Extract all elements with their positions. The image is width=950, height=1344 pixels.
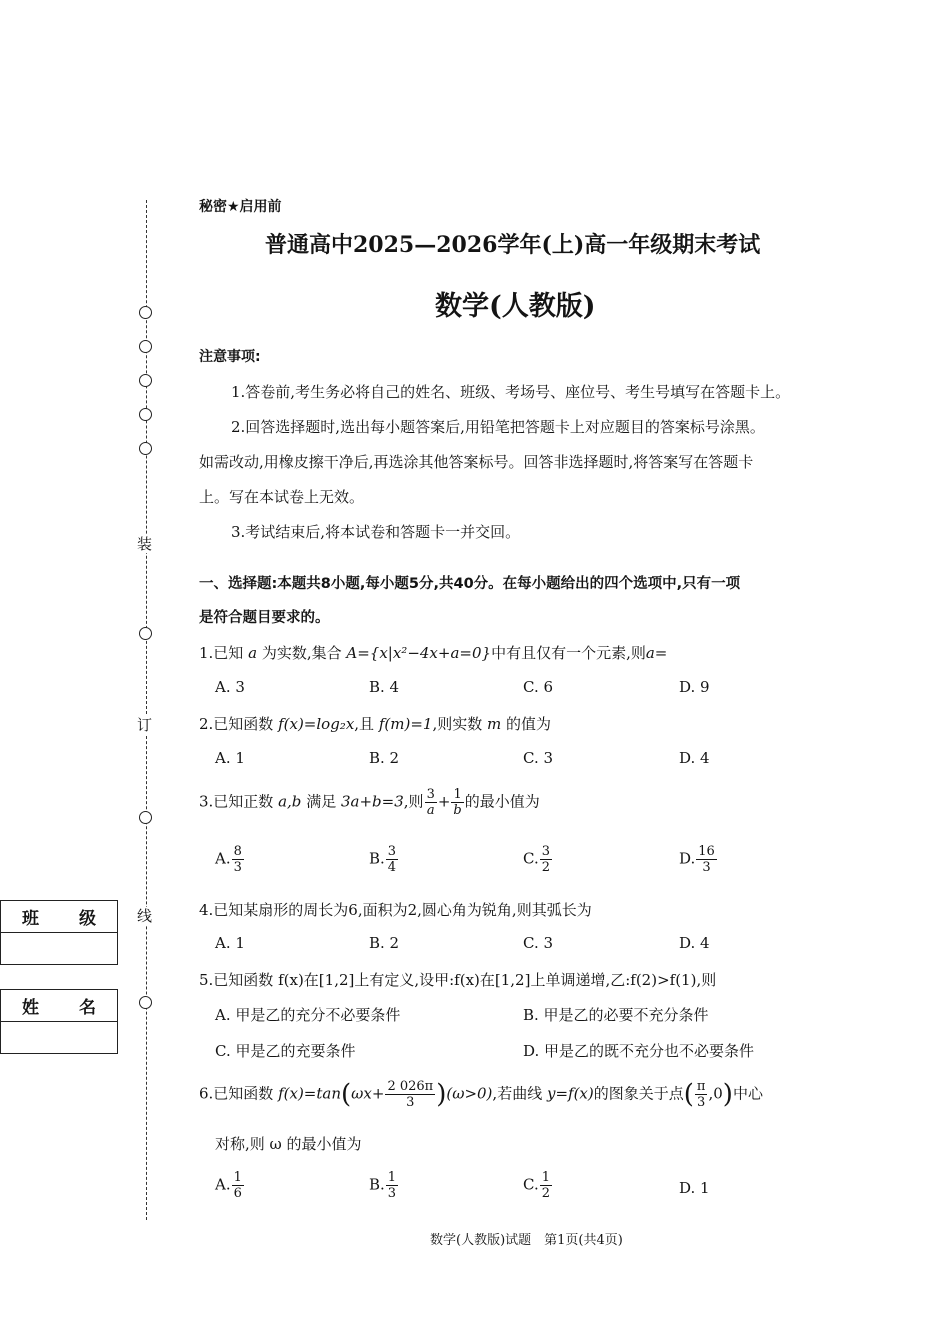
- name-box: [0, 989, 118, 1054]
- q3-option-b[interactable]: B. $\frac{3}{4}$: [369, 844, 397, 875]
- section-heading-cont: 是符合题目要求的。: [199, 610, 330, 626]
- binding-hole: [139, 627, 152, 640]
- q5-option-c[interactable]: C. 甲是乙的充要条件: [215, 1042, 356, 1060]
- q4-option-c[interactable]: C. 3: [523, 934, 554, 952]
- notice-item-2-end: 上。写在本试卷上无效。: [199, 488, 365, 506]
- binding-char-zhuang: 装: [137, 535, 153, 553]
- q3-option-d[interactable]: D. $\frac{16}{3}$: [679, 844, 715, 875]
- q2-option-d[interactable]: D. 4: [679, 749, 710, 767]
- q2-option-b[interactable]: B. 2: [369, 749, 400, 767]
- q3-fraction-2: $\frac{1}{b}$: [453, 787, 462, 818]
- notice-item-3: 3.考试结束后,将本试卷和答题卡一并交回。: [231, 523, 521, 541]
- class-label: 班 级: [1, 901, 117, 933]
- binding-hole: [139, 811, 152, 824]
- binding-hole: [139, 442, 152, 455]
- page-footer: 数学(人教版)试题 第1页(共4页): [430, 1233, 623, 1248]
- q2-option-c[interactable]: C. 3: [523, 749, 554, 767]
- section-heading: 一、选择题:本题共8小题,每小题5分,共40分。在每小题给出的四个选项中,只有一项: [199, 576, 741, 592]
- question-4: 4.已知某扇形的周长为6,面积为2,圆心角为锐角,则其弧长为: [199, 901, 592, 919]
- name-label: 姓 名: [1, 990, 117, 1022]
- binding-hole: [139, 374, 152, 387]
- subject-title: 数学(人教版): [435, 291, 596, 322]
- question-5: 5.已知函数 f(x)在[1,2]上有定义,设甲:f(x)在[1,2]上单调递增,乙:f(2)>f(1),则: [199, 971, 717, 989]
- secret-mark: 秘密★启用前: [199, 199, 282, 215]
- q6-fraction-phase: $\frac{2 026\pi}{3}$: [387, 1079, 434, 1110]
- q5-option-a[interactable]: A. 甲是乙的充分不必要条件: [215, 1006, 401, 1024]
- q4-option-d[interactable]: D. 4: [679, 934, 710, 952]
- q5-option-b[interactable]: B. 甲是乙的必要不充分条件: [523, 1006, 709, 1024]
- q4-option-b[interactable]: B. 2: [369, 934, 400, 952]
- q3-option-a[interactable]: A. $\frac{8}{3}$: [215, 844, 242, 875]
- q1-option-a[interactable]: A. 3: [215, 678, 245, 696]
- q6-option-b[interactable]: B. $\frac{1}{3}$: [369, 1170, 397, 1201]
- exam-title: 普通高中2025—2026学年(上)高一年级期末考试: [265, 232, 761, 258]
- binding-hole: [139, 408, 152, 421]
- question-2: 2.已知函数 f(x)=log₂x,且 f(m)=1,则实数 m 的值为: [199, 715, 552, 733]
- q6-fraction-point: $\frac{\pi}{3}$: [696, 1079, 706, 1110]
- q1-option-d[interactable]: D. 9: [679, 678, 710, 696]
- binding-hole: [139, 306, 152, 319]
- notice-item-2-cont: 如需改动,用橡皮擦干净后,再选涂其他答案标号。回答非选择题时,将答案写在答题卡: [199, 453, 754, 471]
- q6-option-a[interactable]: A. $\frac{1}{6}$: [215, 1170, 242, 1201]
- q3-option-c[interactable]: C. $\frac{3}{2}$: [523, 844, 550, 875]
- notice-title: 注意事项:: [199, 349, 261, 365]
- q2-option-a[interactable]: A. 1: [215, 749, 245, 767]
- q6-option-d[interactable]: D. 1: [679, 1179, 710, 1197]
- binding-hole: [139, 340, 152, 353]
- notice-item-1: 1.答卷前,考生务必将自己的姓名、班级、考场号、座位号、考生号填写在答题卡上。: [231, 383, 791, 401]
- q3-fraction-1: $\frac{3}{a}$: [426, 787, 435, 818]
- q6-option-c[interactable]: C. $\frac{1}{2}$: [523, 1170, 550, 1201]
- binding-char-ding: 订: [137, 716, 153, 734]
- class-field[interactable]: [1, 933, 117, 964]
- question-3: 3.已知正数 a,b 满足 3a+b=3,则 $\frac{3}{a}$ + $\frac{1}{b}$ 的最小值为: [199, 787, 540, 818]
- q1-option-c[interactable]: C. 6: [523, 678, 554, 696]
- q5-option-d[interactable]: D. 甲是乙的既不充分也不必要条件: [523, 1042, 755, 1060]
- binding-char-xian: 线: [137, 907, 153, 925]
- binding-hole: [139, 996, 152, 1009]
- name-field[interactable]: [1, 1022, 117, 1053]
- question-1: 1.已知 a 为实数,集合 A={x|x²−4x+a=0}中有且仅有一个元素,则a=: [199, 644, 668, 662]
- question-6-cont: 对称,则 ω 的最小值为: [215, 1135, 362, 1153]
- binding-line: [146, 200, 147, 1220]
- class-box: [0, 900, 118, 965]
- notice-item-2: 2.回答选择题时,选出每小题答案后,用铅笔把答题卡上对应题目的答案标号涂黑。: [231, 418, 765, 436]
- question-6: 6.已知函数 f(x)=tan(ωx+ $\frac{2 026\pi}{3}$ )(ω>0),若曲线 y=f(x)的图象关于点( $\frac{\pi}{3}$ ,0)中心: [199, 1079, 763, 1110]
- q4-option-a[interactable]: A. 1: [215, 934, 245, 952]
- q1-option-b[interactable]: B. 4: [369, 678, 400, 696]
